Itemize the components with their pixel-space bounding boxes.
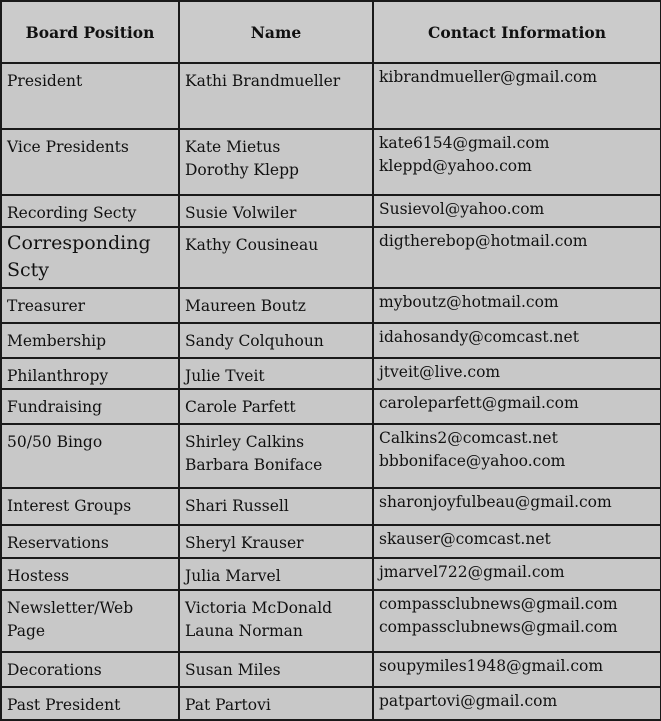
position-label: Interest Groups [7,497,132,515]
email-link[interactable]: idahosandy@comcast.net [379,328,579,346]
name-cell [179,195,373,227]
position-cell [1,129,179,195]
name-cell [179,590,373,652]
contact-cell [373,227,661,288]
name-cell [179,288,373,323]
person-name: Susie Volwiler [185,204,297,222]
contact-cell [373,687,661,720]
contact-cell [373,424,661,488]
email-link[interactable]: kibrandmueller@gmail.com [379,68,598,86]
position-label: Treasurer [7,297,86,315]
name-cell [179,424,373,488]
position-label: Philanthropy [7,367,109,385]
table-row [1,488,661,525]
table-row [1,424,661,488]
position-cell [1,525,179,558]
position-cell [1,424,179,488]
name-cell [179,687,373,720]
contact-cell [373,525,661,558]
position-cell [1,195,179,227]
person-name: Shari Russell [185,497,289,515]
table-row [1,358,661,389]
name-cell [179,525,373,558]
email-link[interactable]: skauser@comcast.net [379,530,551,548]
contact-cell [373,488,661,525]
position-label: Decorations [7,661,102,679]
name-cell [179,558,373,590]
position-cell [1,358,179,389]
position-label: Recording Secty [7,204,137,222]
person-name: Barbara Boniface [185,456,323,474]
person-name: Victoria McDonald [185,599,333,617]
person-name: Dorothy Klepp [185,161,299,179]
position-label: Fundraising [7,398,103,416]
person-name: Kathy Cousineau [185,236,319,254]
header-row [1,1,661,63]
name-cell [179,389,373,424]
header-board-position: Board Position [1,1,179,63]
position-label: Newsletter/Web Page [7,599,134,640]
table-row [1,63,661,129]
email-link[interactable]: caroleparfett@gmail.com [379,394,579,412]
position-label: Past President [7,696,121,714]
table-row [1,590,661,652]
email-link[interactable]: soupymiles1948@gmail.com [379,657,604,675]
email-link[interactable]: sharonjoyfulbeau@gmail.com [379,493,612,511]
table-row [1,129,661,195]
position-cell [1,652,179,687]
person-name: Sandy Colquhoun [185,332,324,350]
name-cell [179,652,373,687]
position-label: Hostess [7,567,70,585]
position-label: 50/50 Bingo [7,433,103,451]
table-row [1,525,661,558]
contact-cell [373,590,661,652]
person-name: Kate Mietus [185,138,281,156]
email-link[interactable]: compassclubnews@gmail.com [379,595,618,613]
position-label: Corresponding Scty [7,232,151,281]
person-name: Carole Parfett [185,398,296,416]
person-name: Julia Marvel [185,567,281,585]
position-label: Vice Presidents [7,138,129,156]
name-cell [179,358,373,389]
person-name: Shirley Calkins [185,433,305,451]
email-link[interactable]: kate6154@gmail.com [379,134,550,152]
email-link[interactable]: bbboniface@yahoo.com [379,452,566,470]
position-cell [1,227,179,288]
email-link[interactable]: patpartovi@gmail.com [379,692,558,710]
name-cell [179,323,373,358]
table-row [1,687,661,720]
email-link[interactable]: myboutz@hotmail.com [379,293,559,311]
email-link[interactable]: digtherebop@hotmail.com [379,232,588,250]
email-link[interactable]: jtveit@live.com [379,363,501,381]
position-cell [1,590,179,652]
email-link[interactable]: compassclubnews@gmail.com [379,618,618,636]
name-cell [179,488,373,525]
contact-cell [373,389,661,424]
person-name: Susan Miles [185,661,281,679]
person-name: Maureen Boutz [185,297,306,315]
contact-cell [373,652,661,687]
table-row [1,558,661,590]
contact-cell [373,129,661,195]
person-name: Kathi Brandmueller [185,72,341,90]
person-name: Julie Tveit [185,367,265,385]
email-link[interactable]: Susievol@yahoo.com [379,200,545,218]
table-row [1,323,661,358]
position-cell [1,323,179,358]
position-cell [1,389,179,424]
table-row [1,288,661,323]
position-label: President [7,72,83,90]
header-contact-information: Contact Information [373,1,661,63]
header-name: Name [179,1,373,63]
position-cell [1,558,179,590]
table-row [1,389,661,424]
position-label: Membership [7,332,107,350]
name-cell [179,227,373,288]
position-cell [1,488,179,525]
person-name: Launa Norman [185,622,303,640]
contact-cell [373,323,661,358]
position-cell [1,288,179,323]
contact-cell [373,288,661,323]
person-name: Sheryl Krauser [185,534,304,552]
contact-cell [373,63,661,129]
person-name: Pat Partovi [185,696,271,714]
email-link[interactable]: jmarvel722@gmail.com [379,563,565,581]
email-link[interactable]: kleppd@yahoo.com [379,157,532,175]
contact-cell [373,358,661,389]
email-link[interactable]: Calkins2@comcast.net [379,429,558,447]
contact-cell [373,195,661,227]
table-row [1,195,661,227]
table-row [1,227,661,288]
name-cell [179,129,373,195]
position-cell [1,63,179,129]
table-row [1,652,661,687]
table-body [1,63,661,720]
contact-cell [373,558,661,590]
name-cell [179,63,373,129]
position-label: Reservations [7,534,109,552]
position-cell [1,687,179,720]
